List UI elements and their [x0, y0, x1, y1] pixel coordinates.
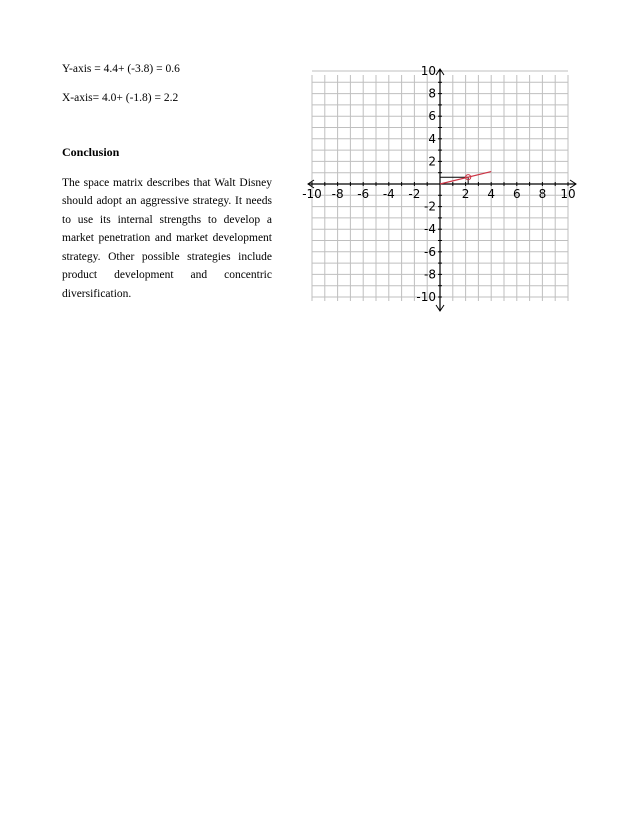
x-tick-label: -2 — [408, 187, 421, 201]
x-tick-label: -8 — [331, 187, 344, 201]
text-column — [62, 60, 272, 303]
y-tick-label: -8 — [424, 267, 436, 282]
x-tick-label: 2 — [461, 187, 470, 201]
y-tick-label: 10 — [420, 64, 436, 78]
x-tick-label: 6 — [512, 187, 521, 201]
x-axis-equation: X-axis= 4.0+ (-1.8) = 2.2 — [62, 91, 179, 104]
y-tick-label: 4 — [428, 131, 436, 146]
y-tick-label: 6 — [428, 109, 436, 124]
y-tick-label: -6 — [424, 244, 436, 259]
y-tick-label: -2 — [424, 199, 436, 214]
y-tick-label: -4 — [424, 222, 436, 237]
x-tick-label: -6 — [357, 187, 370, 201]
y-axis-equation: Y-axis = 4.4+ (-3.8) = 0.6 — [62, 63, 180, 75]
conclusion-paragraph: The space matrix describes that Walt Disney should adopt an aggressive strategy. It needs to use its internal strengths to develop a market penetration and market development strategy. Other possible strategies include product development and concentric diversification. — [62, 176, 272, 300]
x-tick-label: 10 — [560, 187, 576, 201]
x-tick-label: 4 — [487, 187, 496, 201]
x-tick-label: -4 — [382, 187, 395, 201]
y-tick-label: 2 — [428, 154, 436, 169]
x-tick-label: -10 — [302, 187, 322, 201]
conclusion-heading: Conclusion — [62, 145, 120, 159]
y-tick-label: -10 — [416, 290, 436, 304]
space-matrix-graph — [292, 62, 582, 317]
y-tick-label: 8 — [428, 86, 436, 101]
x-tick-label: 8 — [538, 187, 547, 201]
graph-svg — [292, 62, 582, 317]
